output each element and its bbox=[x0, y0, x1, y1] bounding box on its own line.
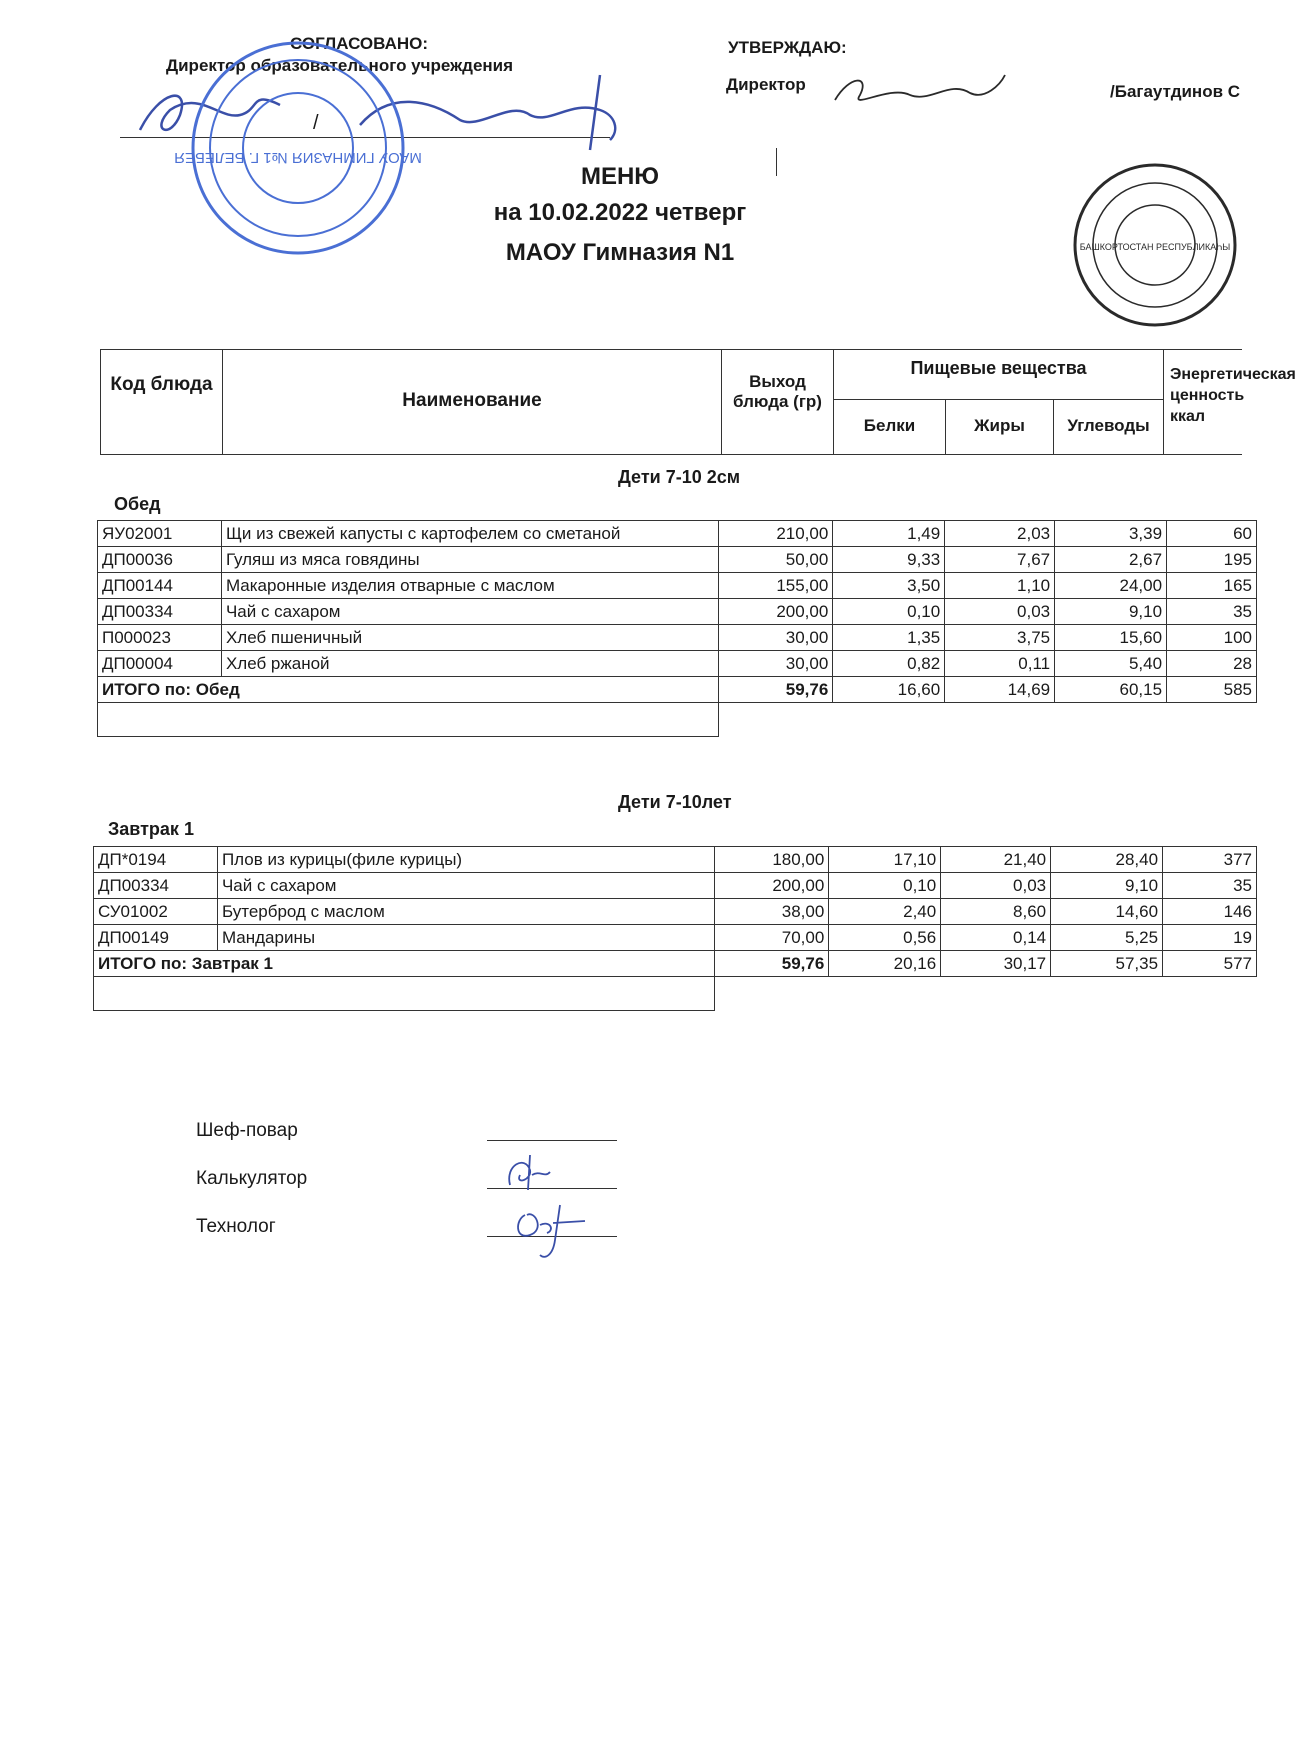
cell-carbs: 5,40 bbox=[1055, 651, 1167, 677]
section-group-2: Дети 7-10лет bbox=[618, 792, 732, 812]
cell-fat: 0,14 bbox=[941, 925, 1051, 951]
cell-fat: 3,75 bbox=[945, 625, 1055, 651]
table-row bbox=[98, 625, 1257, 651]
cell-carbs: 9,10 bbox=[1055, 599, 1167, 625]
cell-energy: 35 bbox=[1163, 873, 1257, 899]
school-stamp-text: МАОУ ГИМНАЗИЯ №1 Г. БЕЛЕБЕЯ bbox=[174, 149, 422, 166]
cell-carbs: 5,25 bbox=[1051, 925, 1163, 951]
approval-right-role: Директор bbox=[726, 75, 806, 94]
menu-table-lunch bbox=[97, 520, 1257, 737]
header-carbs: Углеводы bbox=[1054, 400, 1164, 454]
total-yield: 59,76 bbox=[715, 951, 829, 977]
cell-protein: 0,56 bbox=[829, 925, 941, 951]
cell-fat: 0,03 bbox=[941, 873, 1051, 899]
cell-energy: 195 bbox=[1167, 547, 1257, 573]
cell-energy: 146 bbox=[1163, 899, 1257, 925]
cell-code: П000023 bbox=[98, 625, 222, 651]
cell-fat: 8,60 bbox=[941, 899, 1051, 925]
table-row bbox=[94, 925, 1257, 951]
chef-signature-line bbox=[487, 1140, 617, 1141]
cell-protein: 0,10 bbox=[829, 873, 941, 899]
total-row bbox=[94, 951, 1257, 977]
cell-name: Хлеб пшеничный bbox=[221, 625, 718, 651]
total-fat: 14,69 bbox=[945, 677, 1055, 703]
empty-tail bbox=[719, 703, 1257, 737]
cell-fat: 1,10 bbox=[945, 573, 1055, 599]
divider-tick bbox=[776, 148, 777, 176]
section-meal-2: Завтрак 1 bbox=[108, 819, 194, 839]
cell-code: ДП00334 bbox=[94, 873, 218, 899]
cell-energy: 60 bbox=[1167, 521, 1257, 547]
header-nutrients: Пищевые вещества bbox=[834, 350, 1164, 400]
empty-row bbox=[98, 703, 1257, 737]
cell-name: Хлеб ржаной bbox=[221, 651, 718, 677]
total-label: ИТОГО по: Завтрак 1 bbox=[94, 951, 715, 977]
cell-protein: 1,49 bbox=[833, 521, 945, 547]
header-code: Код блюда bbox=[101, 350, 223, 454]
table-row bbox=[98, 651, 1257, 677]
cell-fat: 2,03 bbox=[945, 521, 1055, 547]
calculator-signature bbox=[500, 1150, 560, 1195]
table-row bbox=[94, 899, 1257, 925]
cell-name: Гуляш из мяса говядины bbox=[221, 547, 718, 573]
table-header bbox=[100, 349, 1296, 455]
section-meal-1: Обед bbox=[114, 494, 161, 514]
cell-protein: 0,82 bbox=[833, 651, 945, 677]
menu-title: МЕНЮ bbox=[580, 163, 660, 190]
republic-stamp bbox=[1070, 160, 1240, 330]
cell-code: ДП00036 bbox=[98, 547, 222, 573]
calculator-label: Калькулятор bbox=[196, 1168, 308, 1189]
total-protein: 16,60 bbox=[833, 677, 945, 703]
cell-name: Мандарины bbox=[217, 925, 714, 951]
cell-carbs: 24,00 bbox=[1055, 573, 1167, 599]
section-group-1: Дети 7-10 2см bbox=[618, 467, 741, 487]
chef-label: Шеф-повар bbox=[196, 1120, 298, 1141]
cell-code: ЯУ02001 bbox=[98, 521, 222, 547]
menu-date: на 10.02.2022 четверг bbox=[493, 199, 747, 226]
menu-table-breakfast bbox=[93, 846, 1257, 1011]
table-row bbox=[94, 873, 1257, 899]
cell-yield: 200,00 bbox=[719, 599, 833, 625]
total-yield: 59,76 bbox=[719, 677, 833, 703]
cell-fat: 0,11 bbox=[945, 651, 1055, 677]
cell-code: ДП00004 bbox=[98, 651, 222, 677]
cell-carbs: 3,39 bbox=[1055, 521, 1167, 547]
cell-code: ДП*0194 bbox=[94, 847, 218, 873]
cell-yield: 180,00 bbox=[715, 847, 829, 873]
cell-yield: 50,00 bbox=[719, 547, 833, 573]
cell-yield: 30,00 bbox=[719, 651, 833, 677]
header-energy: Энергетическая ценность ккал bbox=[1170, 366, 1296, 425]
cell-name: Щи из свежей капусты с картофелем со сметаной bbox=[221, 521, 718, 547]
empty-tail bbox=[715, 977, 1257, 1011]
table-row bbox=[94, 847, 1257, 873]
cell-carbs: 15,60 bbox=[1055, 625, 1167, 651]
approval-left-role: Директор образовательного учреждения bbox=[166, 56, 514, 75]
header-fat: Жиры bbox=[946, 400, 1054, 454]
table-row bbox=[98, 573, 1257, 599]
cell-protein: 9,33 bbox=[833, 547, 945, 573]
total-energy: 585 bbox=[1167, 677, 1257, 703]
cell-fat: 7,67 bbox=[945, 547, 1055, 573]
cell-code: ДП00144 bbox=[98, 573, 222, 599]
cell-protein: 17,10 bbox=[829, 847, 941, 873]
empty-cell bbox=[94, 977, 715, 1011]
cell-protein: 1,35 bbox=[833, 625, 945, 651]
approval-left-slash: / bbox=[313, 112, 319, 134]
menu-school: МАОУ Гимназия N1 bbox=[505, 239, 735, 266]
total-label: ИТОГО по: Обед bbox=[98, 677, 719, 703]
cell-energy: 377 bbox=[1163, 847, 1257, 873]
empty-row bbox=[94, 977, 1257, 1011]
cell-protein: 0,10 bbox=[833, 599, 945, 625]
cell-name: Плов из курицы(филе курицы) bbox=[217, 847, 714, 873]
cell-fat: 0,03 bbox=[945, 599, 1055, 625]
cell-yield: 38,00 bbox=[715, 899, 829, 925]
cell-energy: 19 bbox=[1163, 925, 1257, 951]
total-energy: 577 bbox=[1163, 951, 1257, 977]
total-carbs: 60,15 bbox=[1055, 677, 1167, 703]
total-carbs: 57,35 bbox=[1051, 951, 1163, 977]
cell-fat: 21,40 bbox=[941, 847, 1051, 873]
total-row bbox=[98, 677, 1257, 703]
empty-cell bbox=[98, 703, 719, 737]
header-name: Наименование bbox=[223, 350, 722, 454]
cell-yield: 210,00 bbox=[719, 521, 833, 547]
technologist-label: Технолог bbox=[196, 1216, 276, 1237]
cell-name: Чай с сахаром bbox=[217, 873, 714, 899]
table-row bbox=[98, 599, 1257, 625]
cell-name: Бутерброд с маслом bbox=[217, 899, 714, 925]
cell-energy: 100 bbox=[1167, 625, 1257, 651]
cell-code: СУ01002 bbox=[94, 899, 218, 925]
cell-carbs: 14,60 bbox=[1051, 899, 1163, 925]
cell-protein: 2,40 bbox=[829, 899, 941, 925]
cell-yield: 200,00 bbox=[715, 873, 829, 899]
approval-right-title: УТВЕРЖДАЮ: bbox=[728, 38, 847, 57]
total-fat: 30,17 bbox=[941, 951, 1051, 977]
cell-yield: 70,00 bbox=[715, 925, 829, 951]
cell-energy: 35 bbox=[1167, 599, 1257, 625]
republic-stamp-text: БАШКОРТОСТАН РЕСПУБЛИКАҺЫ bbox=[1079, 242, 1231, 252]
cell-name: Чай с сахаром bbox=[221, 599, 718, 625]
cell-energy: 28 bbox=[1167, 651, 1257, 677]
table-row bbox=[98, 547, 1257, 573]
total-protein: 20,16 bbox=[829, 951, 941, 977]
cell-yield: 155,00 bbox=[719, 573, 833, 599]
cell-carbs: 28,40 bbox=[1051, 847, 1163, 873]
technologist-signature bbox=[505, 1195, 590, 1265]
approval-left-title: СОГЛАСОВАНО: bbox=[290, 34, 429, 53]
cell-code: ДП00149 bbox=[94, 925, 218, 951]
cell-energy: 165 bbox=[1167, 573, 1257, 599]
table-row bbox=[98, 521, 1257, 547]
header-protein: Белки bbox=[834, 400, 946, 454]
cell-protein: 3,50 bbox=[833, 573, 945, 599]
cell-yield: 30,00 bbox=[719, 625, 833, 651]
cell-carbs: 9,10 bbox=[1051, 873, 1163, 899]
header-yield: Выход блюда (гр) bbox=[722, 350, 834, 454]
right-signature bbox=[830, 65, 1010, 115]
cell-code: ДП00334 bbox=[98, 599, 222, 625]
approval-right-name: /Багаутдинов С bbox=[1110, 82, 1241, 101]
cell-name: Макаронные изделия отварные с маслом bbox=[221, 573, 718, 599]
cell-carbs: 2,67 bbox=[1055, 547, 1167, 573]
